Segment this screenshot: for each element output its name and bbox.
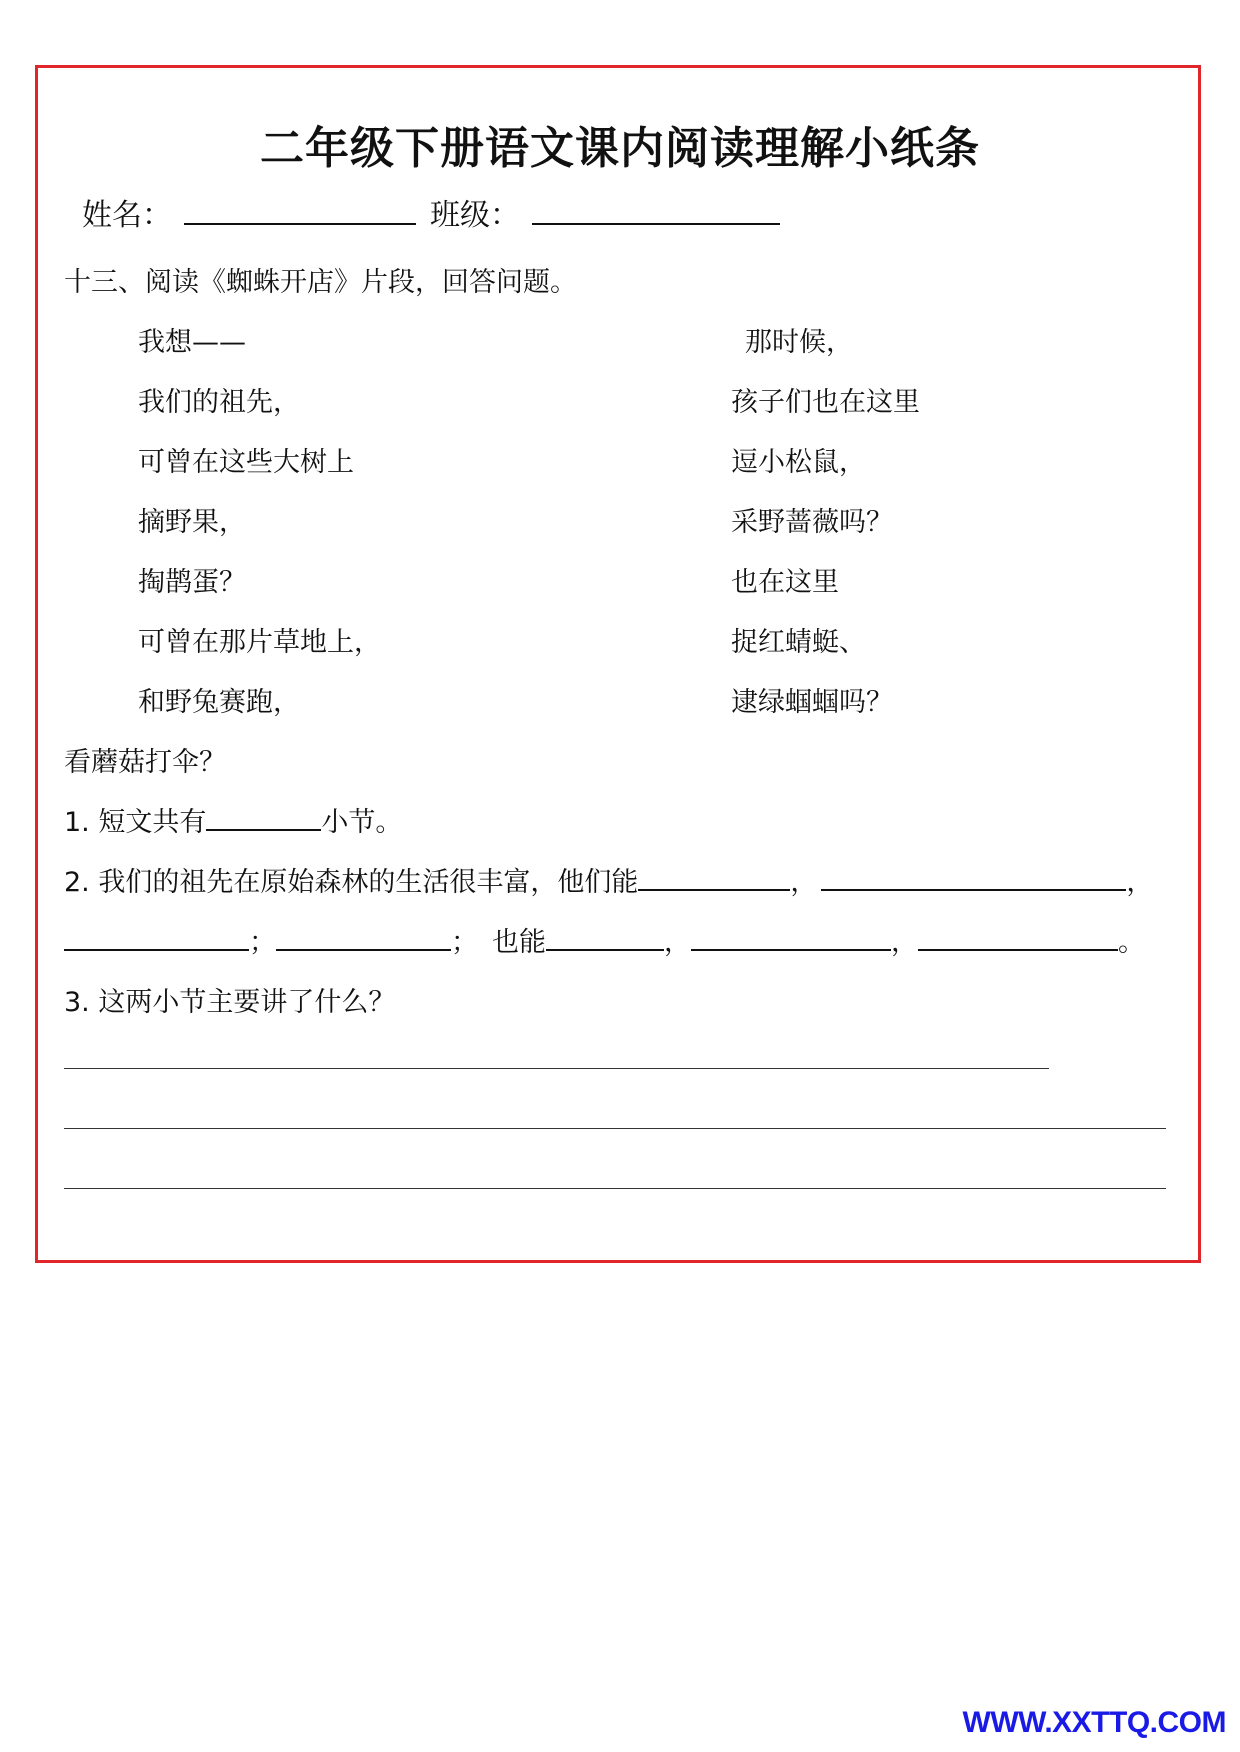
q2-semicolon: ； xyxy=(451,927,478,958)
name-label: 姓名： xyxy=(82,198,172,233)
q2-blank[interactable] xyxy=(276,923,451,951)
q2-comma: ， xyxy=(891,927,918,958)
q2-period: 。 xyxy=(1118,927,1145,958)
class-label: 班级： xyxy=(430,198,520,233)
poem-line-left: 掏鹊蛋？ xyxy=(138,567,246,598)
worksheet-border xyxy=(35,65,1201,1263)
question-2 xyxy=(64,860,1153,899)
poem-line-left: 可曾在这些大树上 xyxy=(138,447,354,478)
q2-comma: ， xyxy=(1126,867,1154,898)
q3-answer-line[interactable] xyxy=(64,1188,1166,1189)
poem-line-right: 捉红蜻蜓、 xyxy=(731,627,866,658)
q1-prefix: 1. 短文共有 xyxy=(64,807,207,838)
class-row xyxy=(430,190,780,234)
q2-blank[interactable] xyxy=(691,923,891,951)
q2-semicolon: ； xyxy=(249,927,276,958)
section-heading: 十三、阅读《蜘蛛开店》片段，回答问题。 xyxy=(64,267,577,298)
poem-line-left: 和野兔赛跑， xyxy=(138,687,300,718)
q2-blank[interactable] xyxy=(64,923,249,951)
q3-answer-line[interactable] xyxy=(64,1128,1166,1129)
q2-comma: ， xyxy=(664,927,691,958)
poem-line-right: 那时候， xyxy=(745,327,853,358)
question-1 xyxy=(64,800,402,839)
page-title: 二年级下册语文课内阅读理解小纸条 xyxy=(260,123,980,174)
q1-suffix: 小节。 xyxy=(321,807,403,838)
name-row xyxy=(82,190,416,234)
poem-line-right: 采野蔷薇吗？ xyxy=(731,507,893,538)
q2-also-label: 也能 xyxy=(492,927,546,958)
question-3: 3. 这两小节主要讲了什么？ xyxy=(64,987,396,1018)
poem-line-right: 孩子们也在这里 xyxy=(731,387,920,418)
name-field[interactable] xyxy=(184,197,416,225)
poem-line-right: 逗小松鼠， xyxy=(731,447,866,478)
site-watermark: WWW.XXTTQ.COM xyxy=(962,1706,1226,1739)
poem-line-right: 也在这里 xyxy=(731,567,839,598)
q2-prefix: 2. 我们的祖先在原始森林的生活很丰富，他们能 xyxy=(64,867,639,898)
poem-line-right: 逮绿蝈蝈吗？ xyxy=(731,687,893,718)
class-field[interactable] xyxy=(532,197,780,225)
question-2-continued xyxy=(64,920,1145,959)
poem-tail: 看蘑菇打伞？ xyxy=(64,747,226,778)
q2-blank[interactable] xyxy=(638,863,790,891)
q2-comma: ， xyxy=(790,867,818,898)
q2-blank[interactable] xyxy=(821,863,1126,891)
q2-blank[interactable] xyxy=(918,923,1118,951)
poem-line-left: 我想—— xyxy=(138,327,246,358)
poem-line-left: 我们的祖先， xyxy=(138,387,300,418)
q3-answer-line[interactable] xyxy=(64,1068,1049,1069)
poem-line-left: 可曾在那片草地上， xyxy=(138,627,381,658)
poem-line-left: 摘野果， xyxy=(138,507,246,538)
q1-answer-blank[interactable] xyxy=(206,803,321,831)
q2-blank[interactable] xyxy=(546,923,664,951)
